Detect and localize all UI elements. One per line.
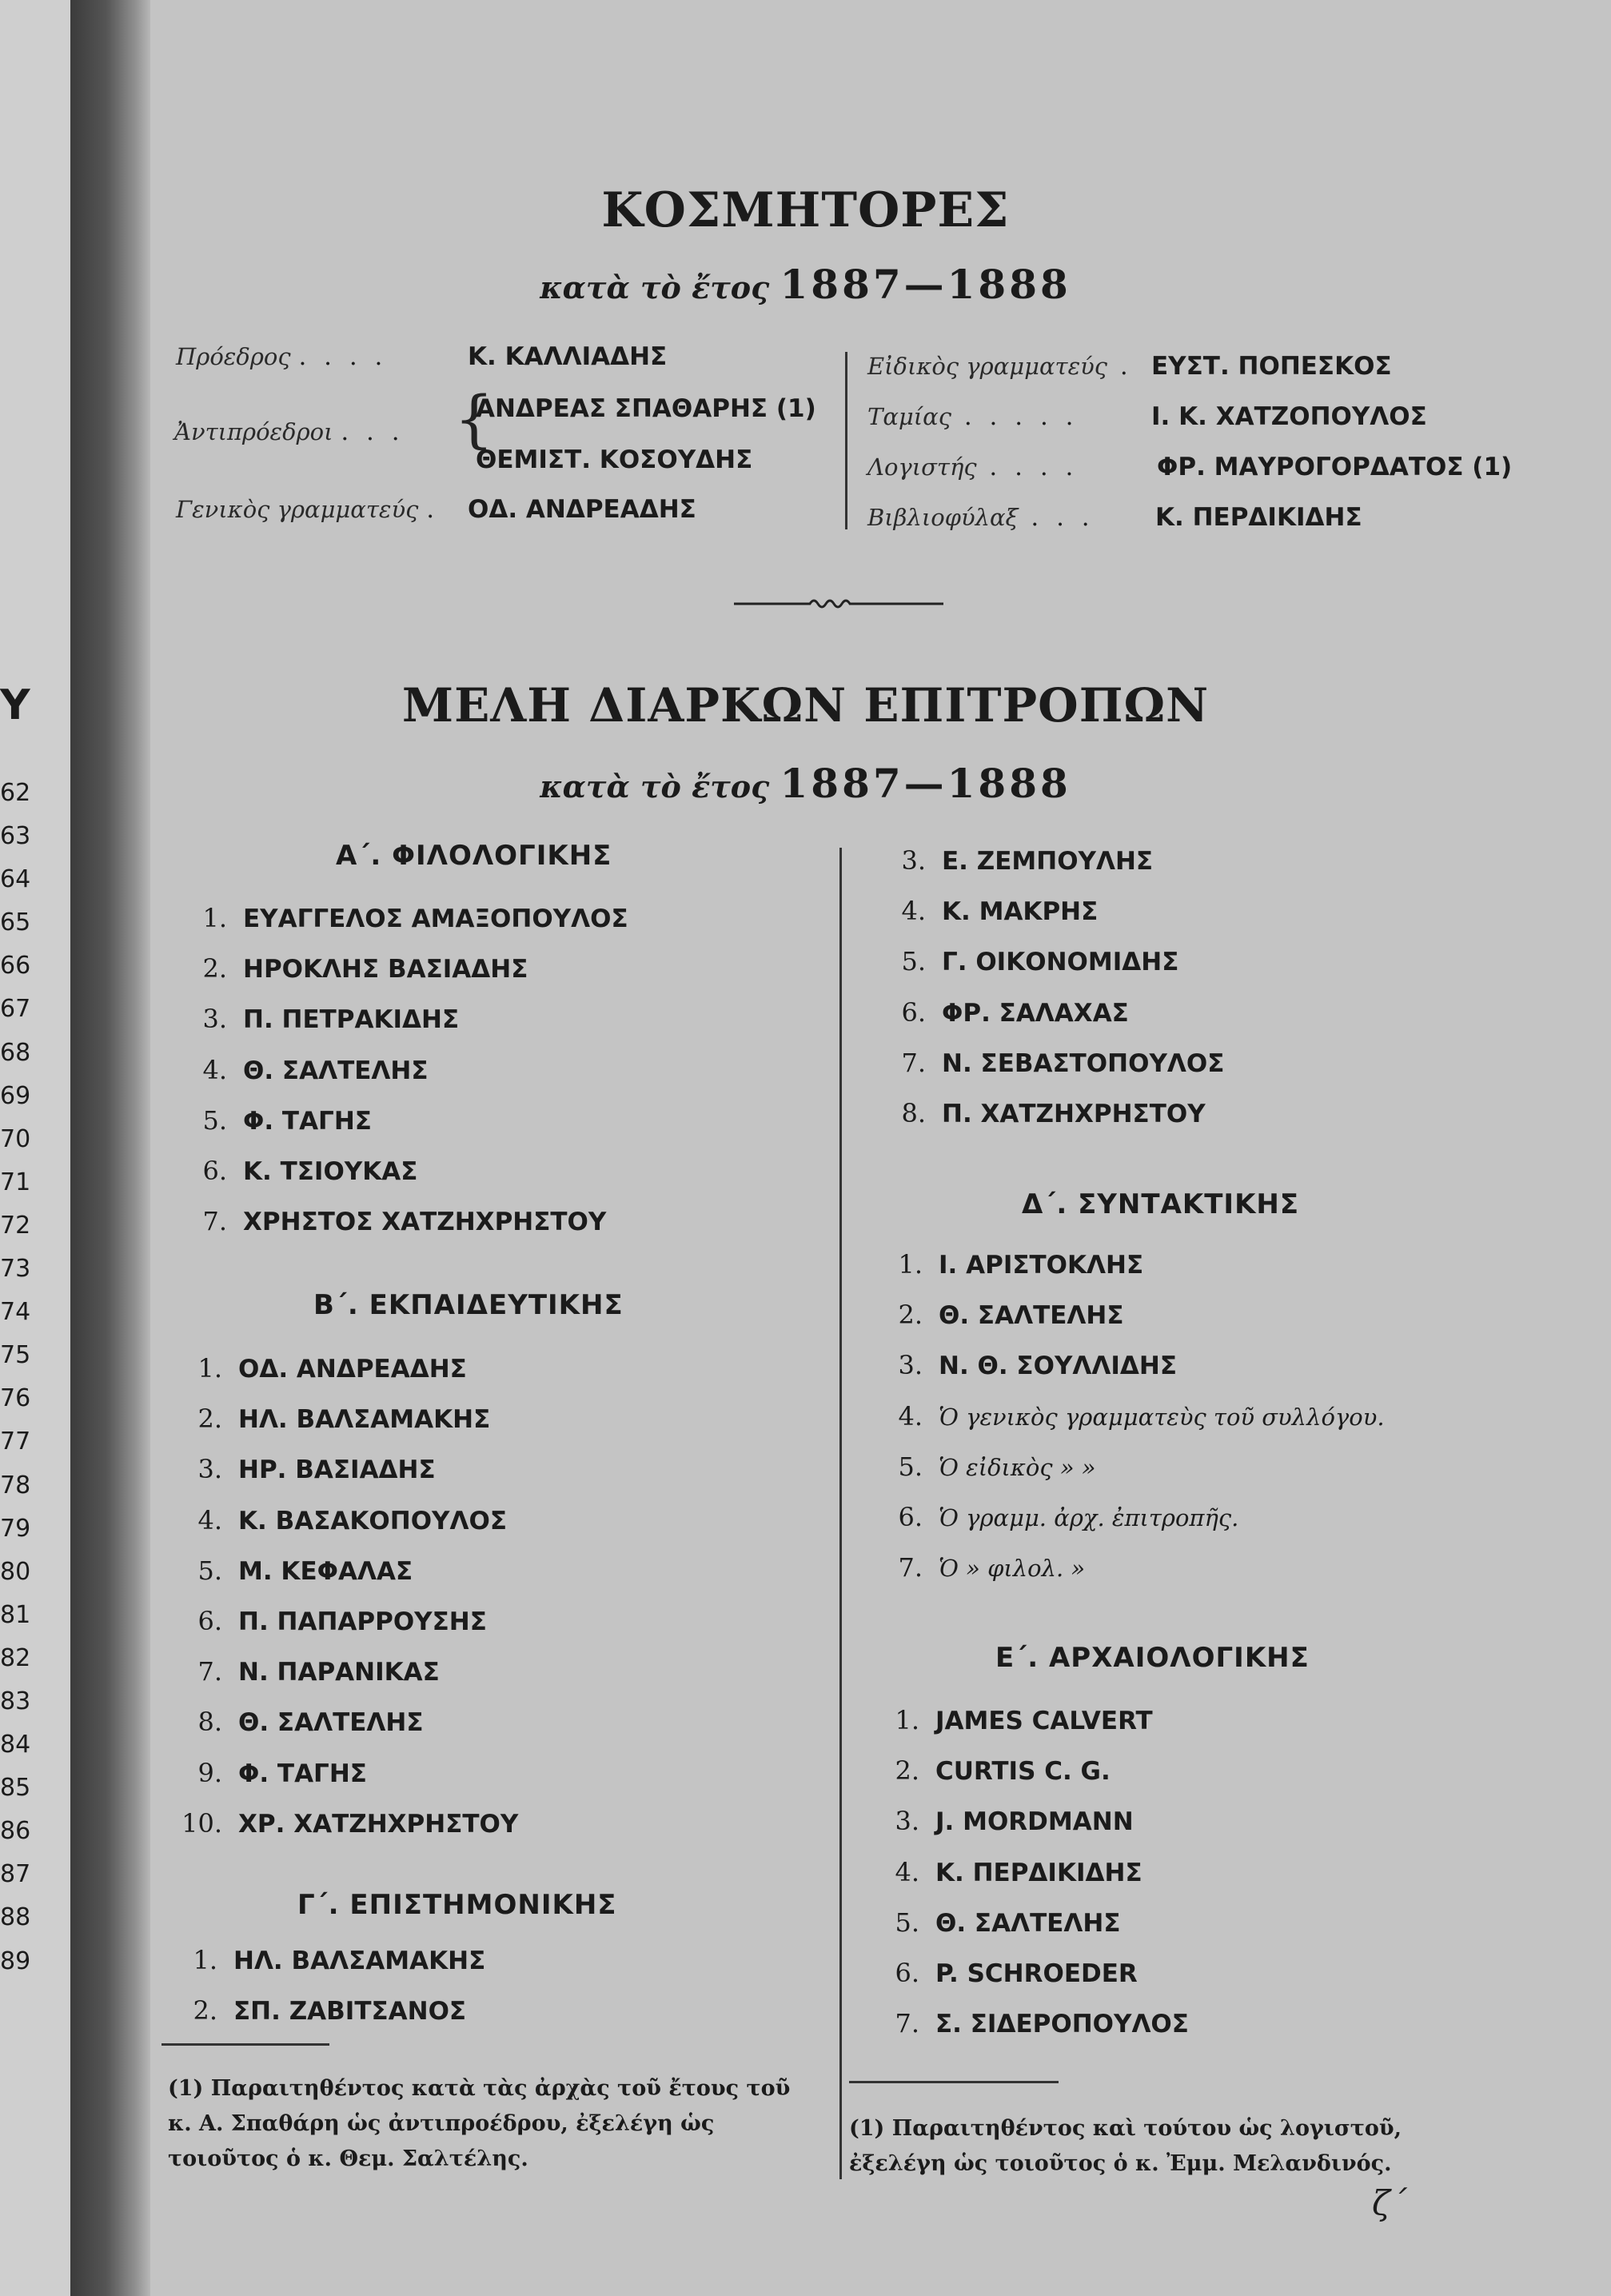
deans-row-librarian: Βιβλιοφύλαξ . . . <box>867 503 1095 532</box>
item-number: 2. <box>202 953 227 984</box>
member-name: Ν. ΠΑΡΑΝΙΚΑΣ <box>238 1658 440 1687</box>
previous-page-number: 81 <box>0 1600 31 1629</box>
item-number: 2. <box>898 1300 923 1331</box>
role-label: Πρόεδρος <box>176 343 291 370</box>
treasurer-name: Ι. Κ. ΧΑΤΖΟΠΟΥΛΟΣ <box>1151 402 1427 431</box>
item-number: 6. <box>197 1606 222 1636</box>
list-item <box>879 936 1178 986</box>
member-name: Ι. ΑΡΙΣΤΟΚΛΗΣ <box>939 1251 1144 1280</box>
member-name: ΦΡ. ΣΑΛΑΧΑΣ <box>942 998 1129 1028</box>
deans-divider <box>845 352 847 529</box>
list-item <box>873 1898 1121 1947</box>
previous-page-numbers <box>0 0 70 2296</box>
member-name: CURTIS C. G. <box>935 1757 1111 1787</box>
role-label: Ταμίας <box>867 403 951 430</box>
item-number: 2. <box>193 1995 217 2026</box>
previous-page-number: 67 <box>0 995 31 1024</box>
member-name: Κ. ΒΑΣΑΚΟΠΟΥΛΟΣ <box>238 1506 508 1535</box>
librarian-name: Κ. ΠΕΡΔΙΚΙΔΗΣ <box>1155 503 1362 532</box>
previous-page-number-list <box>0 772 30 1983</box>
vice-brace: { <box>454 384 494 456</box>
previous-page-number: 76 <box>0 1384 31 1413</box>
member-name: Κ. ΠΕΡΔΙΚΙΔΗΣ <box>935 1858 1142 1887</box>
item-number: 7. <box>895 2008 919 2039</box>
vice-name-1: ΑΝΔΡΕΑΣ ΣΠΑΘΑΡΗΣ (1) <box>476 394 816 423</box>
deans-title: ΚΟΣΜΗΤΟΡΕΣ <box>601 182 1010 238</box>
list-item <box>176 1647 440 1696</box>
deans-subtitle-prefix: κατὰ τὸ ἔτος <box>540 270 770 305</box>
item-number: 8. <box>901 1098 926 1128</box>
role-label: Λογιστής <box>867 453 977 481</box>
member-name: Ὁ εἰδικὸς » » <box>939 1453 1096 1481</box>
list-item <box>171 1935 485 1985</box>
list-item <box>876 1492 1238 1542</box>
previous-page-number: 83 <box>0 1687 31 1715</box>
item-number: 6. <box>898 1502 923 1532</box>
member-name: Γ. ΟΙΚΟΝΟΜΙΔΗΣ <box>942 948 1179 977</box>
list-item <box>181 1045 429 1095</box>
item-number: 3. <box>895 1806 919 1837</box>
member-name: Κ. ΜΑΚΡΗΣ <box>942 897 1099 927</box>
member-name: ΧΡ. ΧΑΤΖΗΧΡΗΣΤΟΥ <box>238 1809 519 1839</box>
member-name: JAMES CALVERT <box>935 1707 1153 1735</box>
member-name: ΣΠ. ΖΑΒΙΤΣΑΝΟΣ <box>233 1997 467 2026</box>
member-name: Ν. Θ. ΣΟΥΛΛΙΔΗΣ <box>939 1352 1178 1381</box>
list-item <box>176 1444 436 1494</box>
member-name: Φ. ΤΑΓΗΣ <box>238 1759 367 1788</box>
list-item <box>879 988 1129 1037</box>
section-heading-c: Γ΄. ΕΠΙΣΤΗΜΟΝΙΚΗΣ <box>297 1889 617 1921</box>
list-item <box>181 994 459 1044</box>
list-item <box>876 1340 1177 1390</box>
previous-page-number: 79 <box>0 1514 31 1543</box>
previous-page-number: 74 <box>0 1298 31 1327</box>
list-item <box>873 1746 1111 1795</box>
secretary-name: ΟΔ. ΑΝΔΡΕΑΔΗΣ <box>468 495 696 524</box>
item-number: 4. <box>901 896 926 927</box>
item-number: 1. <box>895 1705 919 1735</box>
member-name: ΗΡΟΚΛΗΣ ΒΑΣΙΑΔΗΣ <box>243 955 528 984</box>
list-item <box>171 1986 466 2035</box>
section-heading-e: Ε΄. ΑΡΧΑΙΟΛΟΓΙΚΗΣ <box>995 1642 1310 1674</box>
item-number: 3. <box>197 1454 222 1485</box>
member-name: ΕΥΑΓΓΕΛΟΣ ΑΜΑΞΟΠΟΥΛΟΣ <box>243 904 628 933</box>
member-name: Ὁ » φιλολ. » <box>939 1555 1086 1583</box>
item-number: 5. <box>895 1907 919 1938</box>
previous-page-number: 88 <box>0 1903 31 1932</box>
member-name: ΗΡ. ΒΑΣΙΑΔΗΣ <box>238 1455 436 1485</box>
member-name: P. SCHROEDER <box>935 1959 1138 1988</box>
deans-row-president: Πρόεδρος . . . . <box>176 342 388 371</box>
item-number: 10. <box>181 1807 222 1839</box>
item-number: 5. <box>197 1555 222 1586</box>
footnote-right: (1) Παραιτηθέντος καὶ τούτου ὡς λογιστοῦ, ἐξελέγη ὡς τοιοῦτος ὁ κ. Ἐμμ. Μελανδινός. <box>849 2116 1402 2176</box>
section-heading-a: Α΄. ΦΙΛΟΛΟΓΙΚΗΣ <box>336 840 612 872</box>
item-number: 7. <box>197 1656 222 1687</box>
list-item <box>876 1240 1143 1289</box>
member-name: Κ. ΤΣΙΟΥΚΑΣ <box>243 1157 418 1186</box>
footnote-left: (1) Παραιτηθέντος κατὰ τὰς ἀρχὰς τοῦ ἔτους τοῦ κ. Α. Σπαθάρη ὡς ἀντιπροέδρου, ἐξελέγη ὡς τοιοῦτος ὁ κ. Θεμ. Σαλτέλης. <box>168 2076 791 2171</box>
previous-page-number: 87 <box>0 1860 31 1889</box>
member-name: Θ. ΣΑΛΤΕΛΗΣ <box>238 1708 424 1738</box>
list-item <box>873 1948 1138 1998</box>
list-item <box>876 1442 1096 1491</box>
item-number: 1. <box>898 1249 923 1280</box>
committees-subtitle <box>0 760 1611 807</box>
item-number: 3. <box>898 1350 923 1381</box>
item-number: 4. <box>898 1400 923 1432</box>
list-item <box>879 1088 1206 1138</box>
list-item <box>879 886 1098 936</box>
ornamental-rule <box>734 596 943 612</box>
item-number: 5. <box>898 1451 923 1482</box>
footnote-rule-left <box>161 2043 329 2046</box>
columns-divider <box>839 848 842 2179</box>
member-name: Ε. ΖΕΜΠΟΥΛΗΣ <box>942 847 1154 876</box>
previous-page-number: 71 <box>0 1168 31 1196</box>
item-number: 2. <box>197 1404 222 1435</box>
item-number: 1. <box>202 903 227 933</box>
previous-page-number: 89 <box>0 1947 31 1975</box>
member-name: Θ. ΣΑΛΤΕΛΗΣ <box>935 1908 1121 1938</box>
member-name: Π. ΠΑΠΑΡΡΟΥΣΗΣ <box>238 1607 487 1636</box>
previous-page-number: 80 <box>0 1557 31 1586</box>
list-item <box>873 1695 1153 1745</box>
list-item <box>176 1344 467 1393</box>
list-item <box>181 1196 606 1246</box>
list-item <box>176 1394 490 1443</box>
list-item <box>176 1546 413 1595</box>
item-number: 7. <box>898 1552 923 1583</box>
previous-page-number: 70 <box>0 1124 31 1153</box>
item-number: 1. <box>193 1945 217 1975</box>
deans-subtitle <box>0 261 1611 308</box>
committees-title: ΜΕΛΗ ΔΙΑΡΚΩΝ ΕΠΙΤΡΟΠΩΝ <box>401 678 1210 733</box>
previous-page-number: 66 <box>0 952 31 980</box>
previous-page-number: 82 <box>0 1643 31 1672</box>
previous-page-number: 72 <box>0 1211 31 1240</box>
footnote-rule-right <box>849 2081 1059 2083</box>
list-item <box>176 1596 487 1646</box>
member-name: Θ. ΣΑΛΤΕΛΗΣ <box>243 1056 429 1085</box>
item-number: 4. <box>202 1054 227 1085</box>
item-number: 6. <box>202 1156 227 1186</box>
role-label: Γενικὸς γραμματεύς <box>176 496 419 523</box>
item-number: 6. <box>895 1958 919 1988</box>
special-secretary-name: ΕΥΣΤ. ΠΟΠΕΣΚΟΣ <box>1151 352 1392 381</box>
previous-page-number: 73 <box>0 1255 31 1284</box>
member-name: ΗΛ. ΒΑΛΣΑΜΑΚΗΣ <box>233 1947 486 1975</box>
member-name: ΧΡΗΣΤΟΣ ΧΑΤΖΗΧΡΗΣΤΟΥ <box>243 1208 607 1237</box>
item-number: 7. <box>901 1047 926 1078</box>
section-heading-d: Δ΄. ΣΥΝΤΑΚΤΙΚΗΣ <box>1022 1188 1300 1220</box>
item-number: 5. <box>901 946 926 977</box>
list-item <box>876 1543 1085 1592</box>
list-item <box>176 1799 518 1848</box>
member-name: ΟΔ. ΑΝΔΡΕΑΔΗΣ <box>238 1355 467 1384</box>
member-name: Θ. ΣΑΛΤΕΛΗΣ <box>939 1301 1124 1331</box>
previous-page-number: 85 <box>0 1774 31 1803</box>
item-number: 7. <box>202 1206 227 1237</box>
list-item <box>879 836 1153 885</box>
role-label: Εἰδικὸς γραμματεύς <box>867 353 1108 380</box>
role-label: Ἀντιπρόεδροι <box>174 418 333 445</box>
previous-page-number: 86 <box>0 1817 31 1846</box>
previous-page-number: 69 <box>0 1081 31 1110</box>
list-item <box>181 1146 417 1196</box>
role-label: Βιβλιοφύλαξ <box>867 504 1019 531</box>
deans-row-accountant: Λογιστής . . . . <box>867 453 1079 481</box>
list-item <box>879 1038 1224 1088</box>
previous-page-number: 77 <box>0 1428 31 1456</box>
item-number: 4. <box>895 1856 919 1887</box>
member-name: J. MORDMANN <box>935 1807 1134 1837</box>
item-number: 1. <box>197 1353 222 1384</box>
previous-page-number: 64 <box>0 865 31 894</box>
member-name: ΗΛ. ΒΑΛΣΑΜΑΚΗΣ <box>238 1405 491 1435</box>
list-item <box>876 1392 1385 1441</box>
book-gutter <box>70 0 150 2296</box>
list-item <box>181 944 528 993</box>
vice-name-2: ΘΕΜΙΣΤ. ΚΟΣΟΥΔΗΣ <box>476 445 753 474</box>
item-number: 2. <box>895 1755 919 1787</box>
list-item <box>176 1697 424 1747</box>
item-number: 3. <box>901 845 926 876</box>
list-item <box>873 1847 1142 1897</box>
previous-page-marker: Υ <box>0 681 30 729</box>
previous-page-number: 63 <box>0 822 31 851</box>
deans-row-special-secretary: Εἰδικὸς γραμματεύς . <box>867 352 1133 381</box>
item-number: 4. <box>197 1504 222 1535</box>
member-name: Ν. ΣΕΒΑΣΤΟΠΟΥΛΟΣ <box>942 1048 1225 1078</box>
deans-year: 1887—1888 <box>780 261 1071 308</box>
deans-row-treasurer: Ταμίας . . . . . <box>867 402 1079 431</box>
previous-page-number: 68 <box>0 1038 31 1067</box>
member-name: Π. ΠΕΤΡΑΚΙΔΗΣ <box>243 1005 460 1035</box>
president-name: Κ. ΚΑΛΛΙΑΔΗΣ <box>468 342 668 371</box>
list-item <box>181 1096 372 1145</box>
page-number: ζ΄ <box>1372 2183 1407 2222</box>
previous-page-number: 62 <box>0 779 31 807</box>
member-name: Ὁ γενικὸς γραμματεὺς τοῦ συλλόγου. <box>939 1403 1385 1431</box>
list-item <box>873 1796 1134 1846</box>
committees-subtitle-prefix: κατὰ τὸ ἔτος <box>540 769 770 805</box>
member-name: Ὁ γραμμ. ἀρχ. ἐπιτροπῆς. <box>939 1504 1239 1531</box>
list-item <box>873 1999 1189 2048</box>
previous-page-number: 75 <box>0 1341 31 1370</box>
member-name: Μ. ΚΕΦΑΛΑΣ <box>238 1556 413 1586</box>
accountant-name: ΦΡ. ΜΑΥΡΟΓΟΡΔΑΤΟΣ (1) <box>1157 453 1513 481</box>
member-name: Π. ΧΑΤΖΗΧΡΗΣΤΟΥ <box>942 1100 1206 1128</box>
list-item <box>176 1748 367 1798</box>
previous-page-number: 65 <box>0 908 31 937</box>
previous-page-number: 78 <box>0 1471 31 1499</box>
member-name: Σ. ΣΙΔΕΡΟΠΟΥΛΟΣ <box>935 2010 1189 2039</box>
section-heading-b: Β΄. ΕΚΠΑΙΔΕΥΤΙΚΗΣ <box>313 1289 624 1321</box>
list-item <box>176 1495 507 1545</box>
committees-year: 1887—1888 <box>780 760 1071 807</box>
item-number: 5. <box>202 1104 227 1136</box>
member-name: Φ. ΤΑΓΗΣ <box>243 1106 372 1136</box>
item-number: 3. <box>202 1004 227 1035</box>
item-number: 6. <box>901 996 926 1028</box>
deans-row-vice: Ἀντιπρόεδροι . . . <box>174 417 405 446</box>
list-item <box>181 893 628 943</box>
list-item <box>876 1290 1124 1340</box>
item-number: 9. <box>197 1757 222 1788</box>
previous-page-number: 84 <box>0 1731 31 1759</box>
deans-row-secretary: Γενικὸς γραμματεύς . <box>176 495 440 524</box>
item-number: 8. <box>197 1707 222 1738</box>
